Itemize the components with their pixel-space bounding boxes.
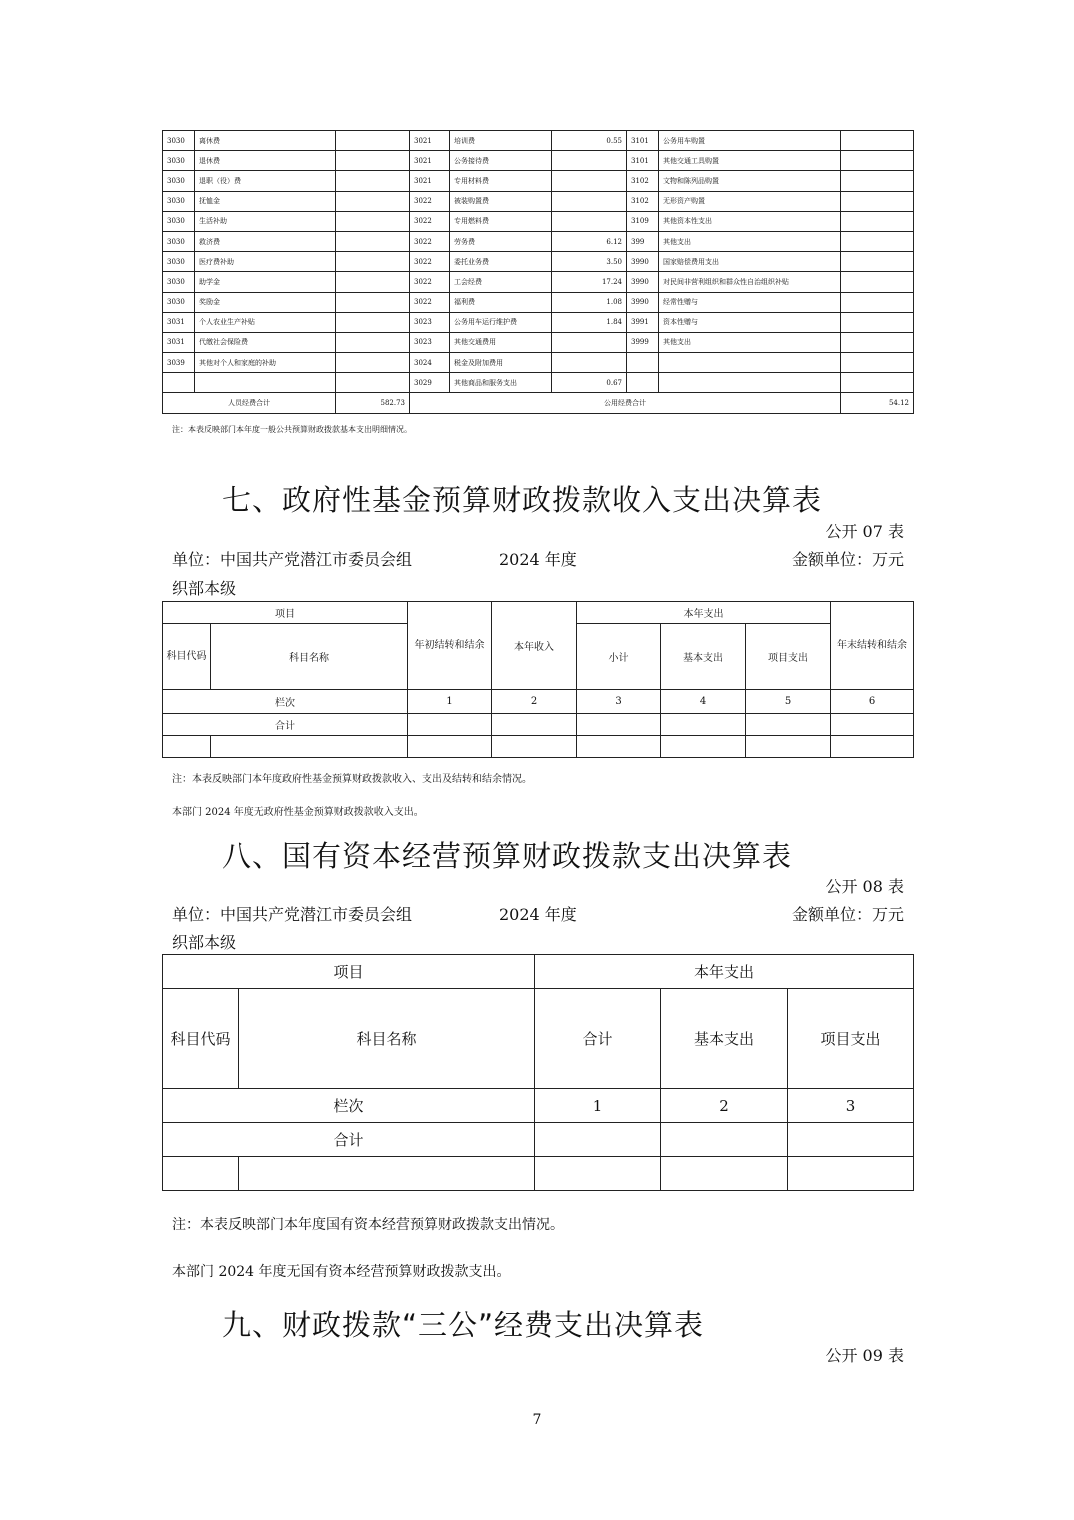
cell-code-a: 3030 — [163, 131, 195, 151]
header-basic: 基本支出 — [661, 989, 788, 1089]
cell-value-b — [552, 171, 627, 191]
public-total-label: 公用经费合计 — [410, 393, 841, 413]
section8-unit-line2: 织部本级 — [172, 933, 237, 952]
cell-name-b: 专用材料费 — [450, 171, 552, 191]
total-row — [163, 714, 914, 736]
cell-value-c — [841, 373, 914, 393]
section8-note2: 本部门 2024 年度无国有资本经营预算财政拨款支出。 — [172, 1264, 511, 1280]
header-code: 科目代码 — [163, 624, 211, 690]
table6-note: 注：本表反映部门本年度一般公共预算财政拨款基本支出明细情况。 — [172, 425, 412, 434]
cell-name-a: 离休费 — [195, 131, 336, 151]
cell-name-b: 委托业务费 — [450, 252, 552, 272]
table-row — [163, 373, 914, 393]
cell-code-b: 3021 — [410, 171, 450, 191]
col-number: 3 — [577, 690, 661, 714]
cell-code-c: 3991 — [627, 312, 659, 332]
cell-name-b: 培训费 — [450, 131, 552, 151]
cell-code-b: 3022 — [410, 292, 450, 312]
page-number: 7 — [532, 1412, 542, 1428]
section7-table-no: 公开 07 表 — [825, 522, 904, 541]
cell-value-a — [336, 191, 410, 211]
cell-value-b: 3.50 — [552, 252, 627, 272]
table-row — [163, 171, 914, 191]
cell-code-b: 3022 — [410, 211, 450, 231]
cell-value-b: 1.84 — [552, 312, 627, 332]
section8-note1: 注：本表反映部门本年度国有资本经营预算财政拨款支出情况。 — [172, 1217, 564, 1233]
header-name: 科目名称 — [211, 624, 408, 690]
cell-name-c: 文物和陈列品购置 — [659, 171, 841, 191]
totals-row — [163, 393, 914, 413]
header-item: 项目 — [163, 602, 408, 624]
table-row — [163, 292, 914, 312]
cell-code-a: 3030 — [163, 252, 195, 272]
basic-expenditure-detail-table — [162, 130, 914, 414]
header-subtotal: 小计 — [577, 624, 661, 690]
cell-name-c — [659, 353, 841, 373]
total-label: 合计 — [163, 714, 408, 736]
cell-name-c: 国家赔偿费用支出 — [659, 252, 841, 272]
header-end-balance: 年末结转和结余 — [831, 602, 914, 690]
public-total-value: 54.12 — [841, 393, 914, 413]
cell-name-a: 生活补助 — [195, 211, 336, 231]
cell-code-a: 3031 — [163, 332, 195, 352]
cell-code-a — [163, 373, 195, 393]
cell-code-c: 3990 — [627, 292, 659, 312]
cell-value-a — [336, 312, 410, 332]
section7-note1: 注：本表反映部门本年度政府性基金预算财政拨款收入、支出及结转和结余情况。 — [172, 774, 532, 785]
cell-value-b — [552, 191, 627, 211]
cell-value-a — [336, 211, 410, 231]
cell-value-b — [552, 332, 627, 352]
cell-name-a: 个人农业生产补贴 — [195, 312, 336, 332]
cell-code-b: 3022 — [410, 252, 450, 272]
cell-code-b: 3022 — [410, 272, 450, 292]
cell-name-b: 劳务费 — [450, 231, 552, 251]
cell-code-c: 3102 — [627, 191, 659, 211]
cell-name-a: 代缴社会保险费 — [195, 332, 336, 352]
cell-code-b: 3021 — [410, 151, 450, 171]
col-number: 3 — [788, 1089, 914, 1123]
cell-name-b: 其他交通费用 — [450, 332, 552, 352]
cell-code-a: 3031 — [163, 312, 195, 332]
cell-name-c: 经常性赠与 — [659, 292, 841, 312]
header-expense: 本年支出 — [577, 602, 831, 624]
cell-code-c: 399 — [627, 231, 659, 251]
cell-value-b: 6.12 — [552, 231, 627, 251]
personnel-total-label: 人员经费合计 — [163, 393, 336, 413]
col-number: 5 — [746, 690, 831, 714]
section7-note2: 本部门 2024 年度无政府性基金预算财政拨款收入支出。 — [172, 807, 424, 818]
cell-code-b: 3022 — [410, 231, 450, 251]
cell-code-c: 3101 — [627, 131, 659, 151]
cell-code-c: 3102 — [627, 171, 659, 191]
cell-code-c: 3999 — [627, 332, 659, 352]
cell-code-b: 3023 — [410, 312, 450, 332]
col-number: 2 — [492, 690, 577, 714]
cell-name-c: 对民间非营利组织和群众性自治组织补贴 — [659, 272, 841, 292]
cell-value-a — [336, 353, 410, 373]
cell-value-a — [336, 231, 410, 251]
cell-value-a — [336, 252, 410, 272]
cell-value-b: 17.24 — [552, 272, 627, 292]
cell-value-a — [336, 292, 410, 312]
total-row — [163, 1123, 914, 1157]
cell-name-a: 其他对个人和家庭的补助 — [195, 353, 336, 373]
cell-name-a: 奖励金 — [195, 292, 336, 312]
cell-name-a: 救济费 — [195, 231, 336, 251]
table-row — [163, 151, 914, 171]
column-number-row — [163, 1089, 914, 1123]
table-row — [163, 231, 914, 251]
cell-value-a — [336, 131, 410, 151]
table-row — [163, 312, 914, 332]
cell-name-c: 其他交通工具购置 — [659, 151, 841, 171]
cell-value-a — [336, 272, 410, 292]
cell-value-c — [841, 191, 914, 211]
table-row — [163, 131, 914, 151]
cell-code-a: 3030 — [163, 211, 195, 231]
section7-title: 七、政府性基金预算财政拨款收入支出决算表 — [222, 483, 823, 517]
cell-value-b: 0.67 — [552, 373, 627, 393]
gov-fund-table — [162, 601, 914, 758]
cell-code-a: 3030 — [163, 191, 195, 211]
cell-name-a — [195, 373, 336, 393]
cell-code-b: 3024 — [410, 353, 450, 373]
cell-name-a: 退职（役）费 — [195, 171, 336, 191]
section7-unit: 单位：中国共产党潜江市委员会组 — [172, 550, 413, 569]
cell-value-b: 0.55 — [552, 131, 627, 151]
cell-name-a: 退休费 — [195, 151, 336, 171]
col-number: 1 — [408, 690, 492, 714]
header-project: 项目支出 — [788, 989, 914, 1089]
header-project: 项目支出 — [746, 624, 831, 690]
cell-name-a: 助学金 — [195, 272, 336, 292]
cell-value-c — [841, 211, 914, 231]
cell-name-c: 无形资产购置 — [659, 191, 841, 211]
cell-value-c — [841, 131, 914, 151]
cell-name-b: 公务接待费 — [450, 151, 552, 171]
cell-value-c — [841, 252, 914, 272]
col-number: 2 — [661, 1089, 788, 1123]
cell-code-c — [627, 353, 659, 373]
cell-value-c — [841, 353, 914, 373]
section8-table-no: 公开 08 表 — [825, 877, 904, 896]
section9-table-no: 公开 09 表 — [825, 1346, 904, 1365]
header-name: 科目名称 — [239, 989, 535, 1089]
table-row — [163, 353, 914, 373]
cell-name-c — [659, 373, 841, 393]
cell-name-c: 公务用车购置 — [659, 131, 841, 151]
empty-row — [163, 1157, 914, 1191]
section8-amount-unit: 金额单位：万元 — [791, 905, 904, 924]
cell-name-b: 公务用车运行维护费 — [450, 312, 552, 332]
cell-code-c: 3109 — [627, 211, 659, 231]
cell-name-a: 医疗费补助 — [195, 252, 336, 272]
cell-name-c: 资本性赠与 — [659, 312, 841, 332]
section8-unit: 单位：中国共产党潜江市委员会组 — [172, 905, 413, 924]
cell-name-c: 其他资本性支出 — [659, 211, 841, 231]
col-number: 4 — [661, 690, 746, 714]
cell-code-c: 3101 — [627, 151, 659, 171]
section8-year: 2024 年度 — [499, 905, 577, 924]
cell-value-a — [336, 373, 410, 393]
cell-value-c — [841, 312, 914, 332]
column-number-row — [163, 690, 914, 714]
cell-value-c — [841, 171, 914, 191]
header-code: 科目代码 — [163, 989, 239, 1089]
cell-code-a: 3030 — [163, 231, 195, 251]
cell-value-a — [336, 171, 410, 191]
cell-value-b: 1.08 — [552, 292, 627, 312]
cell-value-b — [552, 353, 627, 373]
section7-unit-line2: 织部本级 — [172, 579, 237, 598]
table-row — [163, 332, 914, 352]
cell-name-b: 福利费 — [450, 292, 552, 312]
cell-code-a: 3030 — [163, 171, 195, 191]
empty-row — [163, 736, 914, 758]
header-total: 合计 — [535, 989, 661, 1089]
cell-value-c — [841, 231, 914, 251]
section8-title: 八、国有资本经营预算财政拨款支出决算表 — [222, 839, 793, 873]
cell-name-c: 其他支出 — [659, 231, 841, 251]
header-income: 本年收入 — [492, 602, 577, 690]
cell-value-b — [552, 151, 627, 171]
col-row-label: 栏次 — [163, 690, 408, 714]
cell-code-b: 3029 — [410, 373, 450, 393]
cell-code-b: 3021 — [410, 131, 450, 151]
cell-code-c — [627, 373, 659, 393]
cell-code-a: 3030 — [163, 151, 195, 171]
cell-name-c: 其他支出 — [659, 332, 841, 352]
cell-code-c: 3990 — [627, 252, 659, 272]
cell-name-b: 税金及附加费用 — [450, 353, 552, 373]
cell-code-a: 3030 — [163, 272, 195, 292]
header-basic: 基本支出 — [661, 624, 746, 690]
cell-code-a: 3039 — [163, 353, 195, 373]
table-row — [163, 252, 914, 272]
cell-name-b: 专用燃料费 — [450, 211, 552, 231]
cell-name-b: 其他商品和服务支出 — [450, 373, 552, 393]
cell-value-b — [552, 211, 627, 231]
cell-name-b: 工会经费 — [450, 272, 552, 292]
col-row-label: 栏次 — [163, 1089, 535, 1123]
section7-year: 2024 年度 — [499, 550, 577, 569]
cell-code-b: 3022 — [410, 191, 450, 211]
cell-code-c: 3990 — [627, 272, 659, 292]
cell-value-a — [336, 332, 410, 352]
cell-value-c — [841, 332, 914, 352]
table-row — [163, 191, 914, 211]
header-begin-balance: 年初结转和结余 — [408, 602, 492, 690]
table-row — [163, 211, 914, 231]
state-capital-table — [162, 954, 914, 1191]
header-expense: 本年支出 — [535, 955, 914, 989]
col-number: 6 — [831, 690, 914, 714]
cell-value-c — [841, 292, 914, 312]
col-number: 1 — [535, 1089, 661, 1123]
personnel-total-value: 582.73 — [336, 393, 410, 413]
cell-code-a: 3030 — [163, 292, 195, 312]
total-label: 合计 — [163, 1123, 535, 1157]
table-row — [163, 272, 914, 292]
header-item: 项目 — [163, 955, 535, 989]
cell-name-b: 被装购置费 — [450, 191, 552, 211]
section9-title: 九、财政拨款“三公”经费支出决算表 — [222, 1308, 705, 1342]
cell-value-c — [841, 272, 914, 292]
section7-amount-unit: 金额单位：万元 — [791, 550, 904, 569]
cell-value-c — [841, 151, 914, 171]
cell-name-a: 抚恤金 — [195, 191, 336, 211]
cell-value-a — [336, 151, 410, 171]
cell-code-b: 3023 — [410, 332, 450, 352]
